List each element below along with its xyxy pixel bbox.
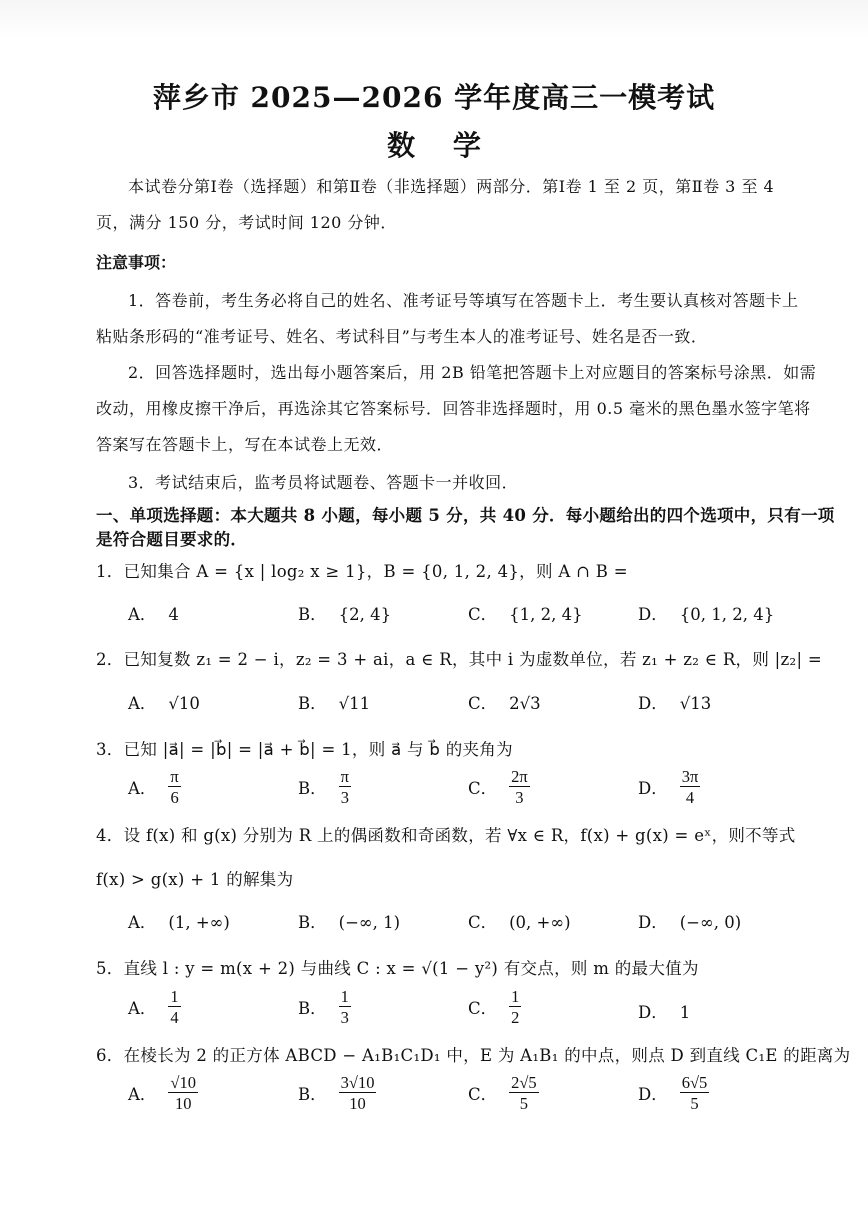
exam-subject: 数 学 — [387, 129, 495, 162]
numerator: 3√10 — [340, 1073, 375, 1092]
option-letter: C． — [468, 1085, 498, 1105]
q2-option-a — [128, 690, 200, 714]
q1-option-c — [468, 601, 583, 625]
section-1-heading-line-1: 一、单项选择题：本大题共 8 小题，每小题 5 分，共 40 分．每小题给出的四个选项中，只有一项 — [96, 506, 835, 525]
q3-option-c — [468, 768, 530, 807]
fraction — [509, 988, 521, 1027]
denominator: 10 — [349, 1094, 366, 1114]
q4-option-a — [128, 909, 230, 933]
question-5-stem: 5．直线 l : y = m(x + 2) 与曲线 C : x = √(1 − y²) 有交点，则 m 的最大值为 — [96, 959, 699, 978]
numerator: π — [170, 767, 179, 786]
q3-option-a — [128, 768, 181, 807]
question-1-stem: 1．已知集合 A = {x | log₂ x ≥ 1}，B = {0, 1, 2, 4}，则 A ∩ B = — [96, 562, 628, 581]
q6-option-a — [128, 1074, 198, 1113]
q5-option-a — [128, 988, 181, 1027]
q5-option-c — [468, 988, 521, 1027]
option-letter: B． — [298, 1085, 327, 1105]
denominator: 10 — [174, 1094, 192, 1114]
option-text: {0, 1, 2, 4} — [679, 605, 775, 624]
q1-option-b — [298, 601, 391, 625]
q2-option-c — [468, 690, 541, 714]
denominator: 6 — [170, 788, 179, 808]
option-letter: B． — [298, 999, 327, 1019]
option-letter: D． — [638, 694, 668, 713]
notice-item-1-line-1: 1．答卷前，考生务必将自己的姓名、准考证号等填写在答题卡上．考生要认真核对答题卡上 — [128, 291, 799, 310]
notice-item-1-line-2: 粘贴条形码的“准考证号、姓名、考试科目”与考生本人的准考证号、姓名是否一致． — [96, 327, 708, 346]
numerator: 6√5 — [681, 1073, 708, 1092]
option-letter: A． — [128, 1085, 157, 1105]
fraction — [168, 768, 180, 807]
question-2-stem: 2．已知复数 z₁ = 2 − i，z₂ = 3 + ai，a ∈ R，其中 i 为虚数单位，若 z₁ + z₂ ∈ R，则 |z₂| = — [96, 650, 822, 669]
notice-item-2-line-1: 2．回答选择题时，选出每小题答案后，用 2B 铅笔把答题卡上对应题目的答案标号涂黑．如需 — [128, 363, 817, 382]
denominator: 3 — [515, 788, 524, 808]
option-letter: D． — [638, 1085, 668, 1105]
question-4-stem-line-1: 4．设 f(x) 和 g(x) 分别为 R 上的偶函数和奇函数，若 ∀x ∈ R，f(x) + g(x) = eˣ，则不等式 — [96, 826, 796, 845]
q4-option-b — [298, 909, 400, 933]
fraction — [680, 1074, 710, 1113]
q4-option-c — [468, 909, 571, 933]
option-letter: D． — [638, 605, 668, 624]
option-text: (−∞, 0) — [679, 913, 742, 932]
option-letter: B． — [298, 605, 327, 624]
q1-option-a — [128, 601, 179, 625]
fraction — [509, 768, 530, 807]
numerator: √10 — [170, 1073, 196, 1092]
section-1-heading-line-2: 是符合题目要求的． — [96, 530, 248, 549]
fraction — [168, 988, 180, 1027]
option-letter: A． — [128, 913, 157, 932]
q3-option-b — [298, 768, 351, 807]
option-letter: C． — [468, 694, 498, 713]
fraction — [168, 1074, 198, 1113]
option-letter: C． — [468, 999, 498, 1019]
option-text: 2√3 — [509, 694, 541, 713]
q2-option-d — [638, 690, 711, 714]
q4-option-d — [638, 909, 741, 933]
q5-option-d — [638, 999, 690, 1023]
numerator: 2√5 — [511, 1073, 537, 1092]
fraction — [680, 768, 701, 807]
q1-option-d — [638, 601, 774, 625]
option-text: {2, 4} — [338, 605, 392, 624]
option-letter: A． — [128, 694, 157, 713]
q5-option-b — [298, 988, 351, 1027]
option-letter: C． — [468, 779, 498, 799]
option-letter: D． — [638, 1003, 668, 1022]
intro-line-2: 页，满分 150 分，考试时间 120 分钟． — [96, 213, 397, 232]
option-text: √13 — [679, 694, 712, 713]
q6-option-d — [638, 1074, 709, 1113]
option-letter: C． — [468, 605, 498, 624]
notice-item-3: 3．考试结束后，监考员将试题卷、答题卡一并收回． — [128, 473, 519, 492]
numerator: 3π — [681, 767, 699, 786]
denominator: 3 — [340, 788, 349, 808]
option-text: {1, 2, 4} — [509, 605, 583, 624]
option-letter: A． — [128, 999, 157, 1019]
fraction — [339, 988, 351, 1027]
numerator: 1 — [340, 987, 349, 1006]
q2-option-b — [298, 690, 370, 714]
option-letter: A． — [128, 605, 157, 624]
page-top-band — [0, 0, 868, 40]
question-6-stem: 6．在棱长为 2 的正方体 ABCD − A₁B₁C₁D₁ 中，E 为 A₁B₁ 的中点，则点 D 到直线 C₁E 的距离为 — [96, 1046, 851, 1065]
option-letter: B． — [298, 779, 327, 799]
denominator: 4 — [170, 1008, 179, 1028]
denominator: 3 — [340, 1008, 349, 1028]
q3-option-d — [638, 768, 700, 807]
numerator: 2π — [511, 767, 528, 786]
denominator: 5 — [690, 1094, 699, 1114]
option-text: (1, +∞) — [168, 913, 230, 932]
option-text: √11 — [338, 694, 371, 713]
question-4-stem-line-2: f(x) > g(x) + 1 的解集为 — [96, 870, 294, 889]
denominator: 2 — [511, 1008, 520, 1028]
option-text: (0, +∞) — [509, 913, 571, 932]
numerator: 1 — [511, 987, 520, 1006]
exam-title: 萍乡市 2025—2026 学年度高三一模考试 — [152, 81, 716, 114]
option-letter: D． — [638, 779, 668, 799]
notice-item-2-line-2: 改动，用橡皮擦干净后，再选涂其它答案标号．回答非选择题时，用 0.5 毫米的黑色墨水签字笔将 — [96, 399, 811, 418]
option-text: 4 — [168, 605, 179, 624]
option-letter: D． — [638, 913, 668, 932]
notice-item-2-line-3: 答案写在答题卡上，写在本试卷上无效． — [96, 435, 394, 454]
option-text: 1 — [679, 1003, 691, 1022]
intro-line-1: 本试卷分第Ⅰ卷（选择题）和第Ⅱ卷（非选择题）两部分．第Ⅰ卷 1 至 2 页，第Ⅱ卷 3 至 4 — [128, 177, 775, 196]
option-text: √10 — [168, 694, 200, 713]
fraction — [339, 1074, 377, 1113]
option-letter: A． — [128, 779, 157, 799]
question-3-stem: 3．已知 |a⃗| = |b⃗| = |a⃗ + b⃗| = 1，则 a⃗ 与 b⃗ 的夹角为 — [96, 740, 513, 759]
option-letter: B． — [298, 694, 327, 713]
option-letter: B． — [298, 913, 327, 932]
notice-heading: 注意事项： — [96, 253, 177, 272]
fraction — [339, 768, 351, 807]
q6-option-c — [468, 1074, 539, 1113]
fraction — [509, 1074, 539, 1113]
numerator: 1 — [170, 987, 179, 1006]
q6-option-b — [298, 1074, 376, 1113]
denominator: 5 — [519, 1094, 529, 1114]
denominator: 4 — [685, 788, 695, 808]
option-text: (−∞, 1) — [338, 913, 401, 932]
numerator: π — [340, 767, 349, 786]
option-letter: C． — [468, 913, 498, 932]
